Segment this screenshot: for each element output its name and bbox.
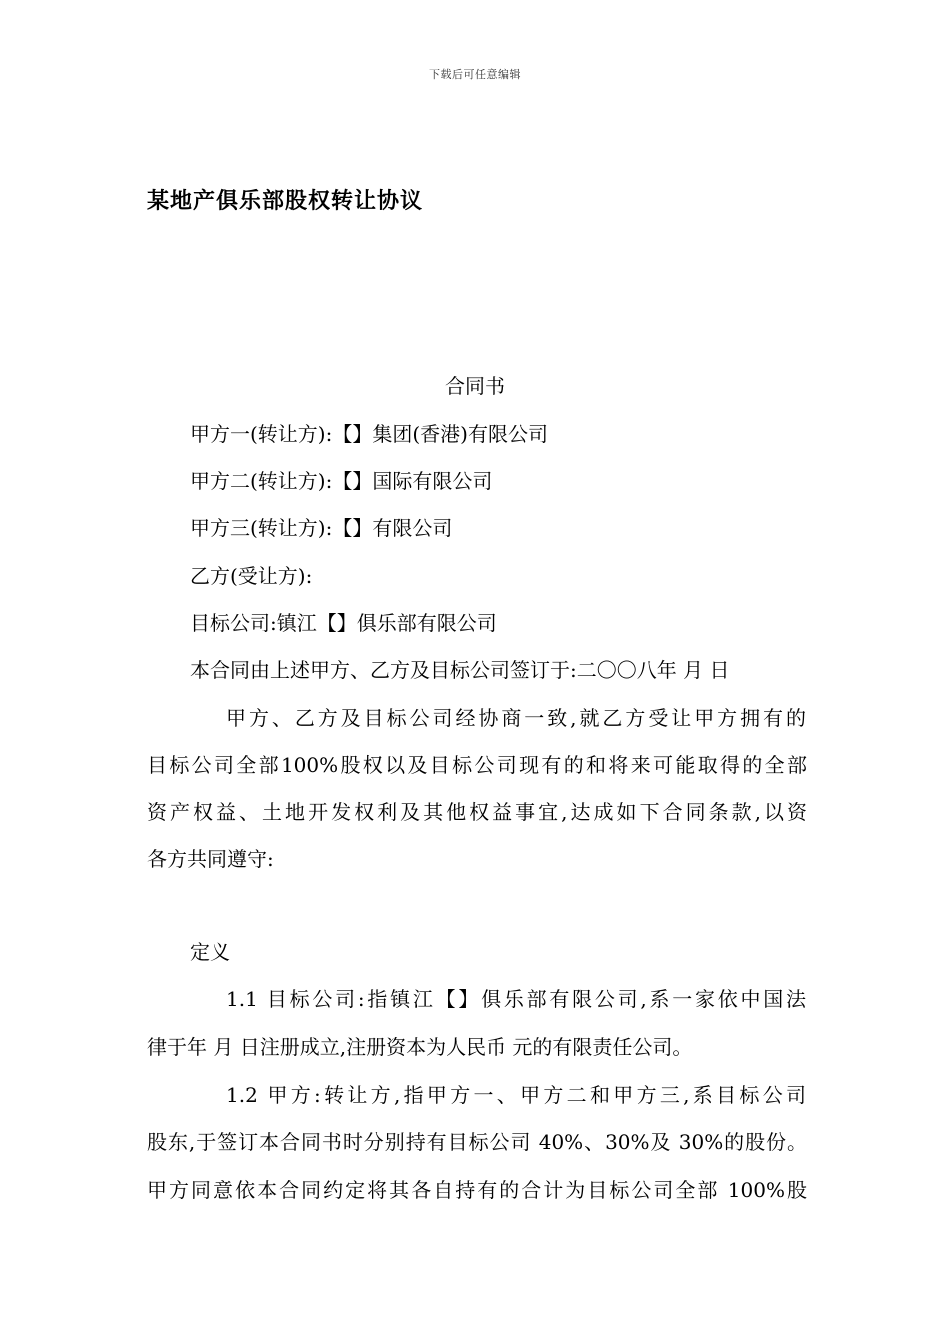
document-title: 某地产俱乐部股权转让协议 xyxy=(147,189,424,214)
preamble-line: 各方共同遵守: xyxy=(147,847,274,871)
party-b: 乙方(受让方): xyxy=(190,564,313,588)
clause-1-2-line: 股东,于签订本合同书时分别持有目标公司 40%、30%及 30%的股份。 xyxy=(147,1130,807,1154)
clause-1-1-line: 律于年 月 日注册成立,注册资本为人民币 元的有限责任公司。 xyxy=(147,1035,693,1059)
clause-1-2-line: 1.2 甲方:转让方,指甲方一、甲方二和甲方三,系目标公司 xyxy=(226,1083,806,1107)
party-a1: 甲方一(转让方):【】集团(香港)有限公司 xyxy=(190,422,548,446)
clause-1-2-line: 甲方同意依本合同约定将其各自持有的合计为目标公司全部 100%股 xyxy=(147,1178,807,1202)
section-title-definitions: 定义 xyxy=(190,940,230,964)
party-a3: 甲方三(转让方):【】有限公司 xyxy=(190,516,453,540)
clause-1-1-line: 1.1 目标公司:指镇江【】俱乐部有限公司,系一家依中国法 xyxy=(226,987,806,1011)
preamble-line: 目标公司全部100%股权以及目标公司现有的和将来可能取得的全部 xyxy=(147,753,807,777)
signing-date: 本合同由上述甲方、乙方及目标公司签订于:二〇〇八年 月 日 xyxy=(190,658,730,682)
party-a2: 甲方二(转让方):【】国际有限公司 xyxy=(190,469,493,493)
contract-heading: 合同书 xyxy=(445,374,505,398)
preamble-line: 甲方、乙方及目标公司经协商一致,就乙方受让甲方拥有的 xyxy=(226,706,806,730)
preamble-line: 资产权益、土地开发权利及其他权益事宜,达成如下合同条款,以资 xyxy=(147,800,807,824)
header-note: 下载后可任意编辑 xyxy=(429,68,521,81)
target-company: 目标公司:镇江【】俱乐部有限公司 xyxy=(190,611,497,635)
